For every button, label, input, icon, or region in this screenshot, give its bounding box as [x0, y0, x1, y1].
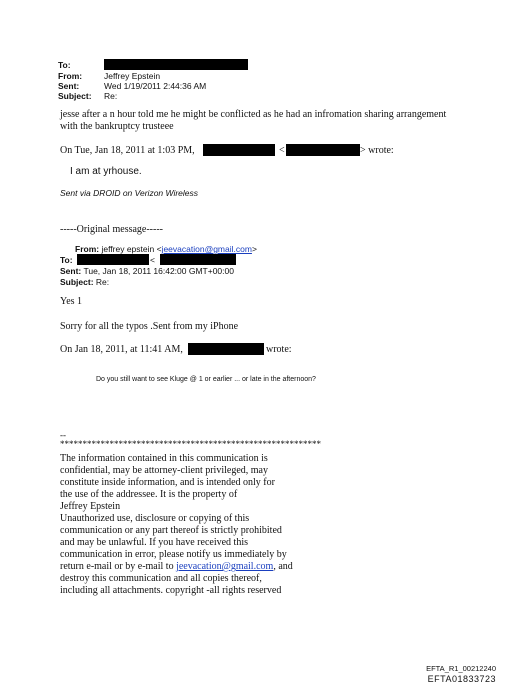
sorry-text: Sorry for all the typos .Sent from my iPhone: [60, 321, 239, 332]
disclaimer-line-11: destroy this communication and all copies thereof,: [60, 573, 262, 584]
body-line-2: with the bankruptcy trusteee: [60, 121, 174, 132]
disclaimer-line-1: The information contained in this communication is: [60, 453, 268, 464]
orig-subject-label: Subject:: [60, 277, 94, 287]
body-line-1: jesse after a n hour told me he might be conflicted as he had an infromation sharing arrangement: [60, 109, 447, 120]
orig-sent-value: Tue, Jan 18, 2011 16:42:00 GMT+00:00: [83, 266, 234, 276]
redacted-to: [104, 59, 248, 70]
redacted-email-1: [286, 144, 360, 156]
orig-from-email-link[interactable]: jeevacation@gmail.com: [161, 244, 252, 254]
question-text: Do you still want to see Kluge @ 1 or earlier ... or late in the afternoon?: [96, 376, 316, 383]
subject-label: Subject:: [58, 91, 92, 101]
signature-dashes: --: [60, 430, 66, 440]
redacted-orig-to-email: [160, 254, 236, 265]
on-jan-prefix: On Jan 18, 2011, at 11:41 AM,: [60, 344, 183, 355]
i-am-at-text: I am at yrhouse.: [70, 166, 142, 177]
orig-from-line: [75, 244, 257, 254]
orig-subject-value: Re:: [95, 277, 110, 287]
wrote-1: > wrote:: [360, 145, 394, 156]
redacted-orig-to-name: [77, 254, 149, 265]
subject-value: Re:: [104, 91, 118, 101]
on-tue-prefix: On Tue, Jan 18, 2011 at 1:03 PM,: [60, 145, 195, 156]
wrote-2: wrote:: [266, 344, 292, 355]
original-message-divider: -----Original message-----: [60, 224, 164, 235]
disclaimer-line-10: [60, 561, 293, 573]
redacted-name-1: [203, 144, 275, 156]
orig-to-label: To:: [60, 255, 73, 265]
asterisk-separator: **********************************************************: [60, 439, 321, 449]
sent-label: Sent:: [58, 81, 80, 91]
sent-value: Wed 1/19/2011 2:44:36 AM: [104, 81, 207, 91]
disclaimer-line-12: including all attachments. copyright -all rights reserved: [60, 585, 282, 596]
footer-id-2: EFTA01833723: [427, 674, 496, 684]
disclaimer-line-5: Jeffrey Epstein: [60, 501, 121, 512]
disclaimer-line-8: and may be unlawful. If you have received this: [60, 537, 248, 548]
orig-from-value: jeffrey epstein <: [101, 244, 162, 254]
lt-1: <: [279, 145, 285, 156]
to-label: To:: [58, 60, 71, 70]
orig-from-close: >: [251, 244, 257, 254]
disclaimer-line-6: Unauthorized use, disclosure or copying of this: [60, 513, 250, 524]
disclaimer-line-3: constitute inside information, and is intended only for: [60, 477, 275, 488]
orig-sent-label: Sent:: [60, 266, 82, 276]
yes-text: Yes 1: [60, 296, 83, 307]
orig-subject-line: [60, 277, 109, 287]
disclaimer-email-link[interactable]: jeevacation@gmail.com: [176, 561, 274, 572]
disclaimer-line-2: confidential, may be attorney-client privileged, may: [60, 465, 268, 476]
redacted-name-2: [188, 343, 264, 355]
footer-id-1: EFTA_R1_00212240: [426, 664, 496, 673]
disclaimer-line-10-pre: return e-mail or by e-mail to: [60, 561, 177, 572]
disclaimer-line-7: communication or any part thereof is strictly prohibited: [60, 525, 282, 536]
disclaimer-line-9: communication in error, please notify us immediately by: [60, 549, 287, 560]
sent-via-text: Sent via DROID on Verizon Wireless: [60, 188, 199, 198]
from-value: Jeffrey Epstein: [104, 71, 161, 81]
from-label: From:: [58, 71, 83, 81]
orig-sent-line: [60, 266, 234, 276]
orig-to-lt: <: [150, 255, 155, 265]
disclaimer-line-10-post: , and: [273, 561, 293, 572]
disclaimer-line-4: the use of the addressee. It is the property of: [60, 489, 238, 500]
orig-from-label: From:: [75, 244, 100, 254]
